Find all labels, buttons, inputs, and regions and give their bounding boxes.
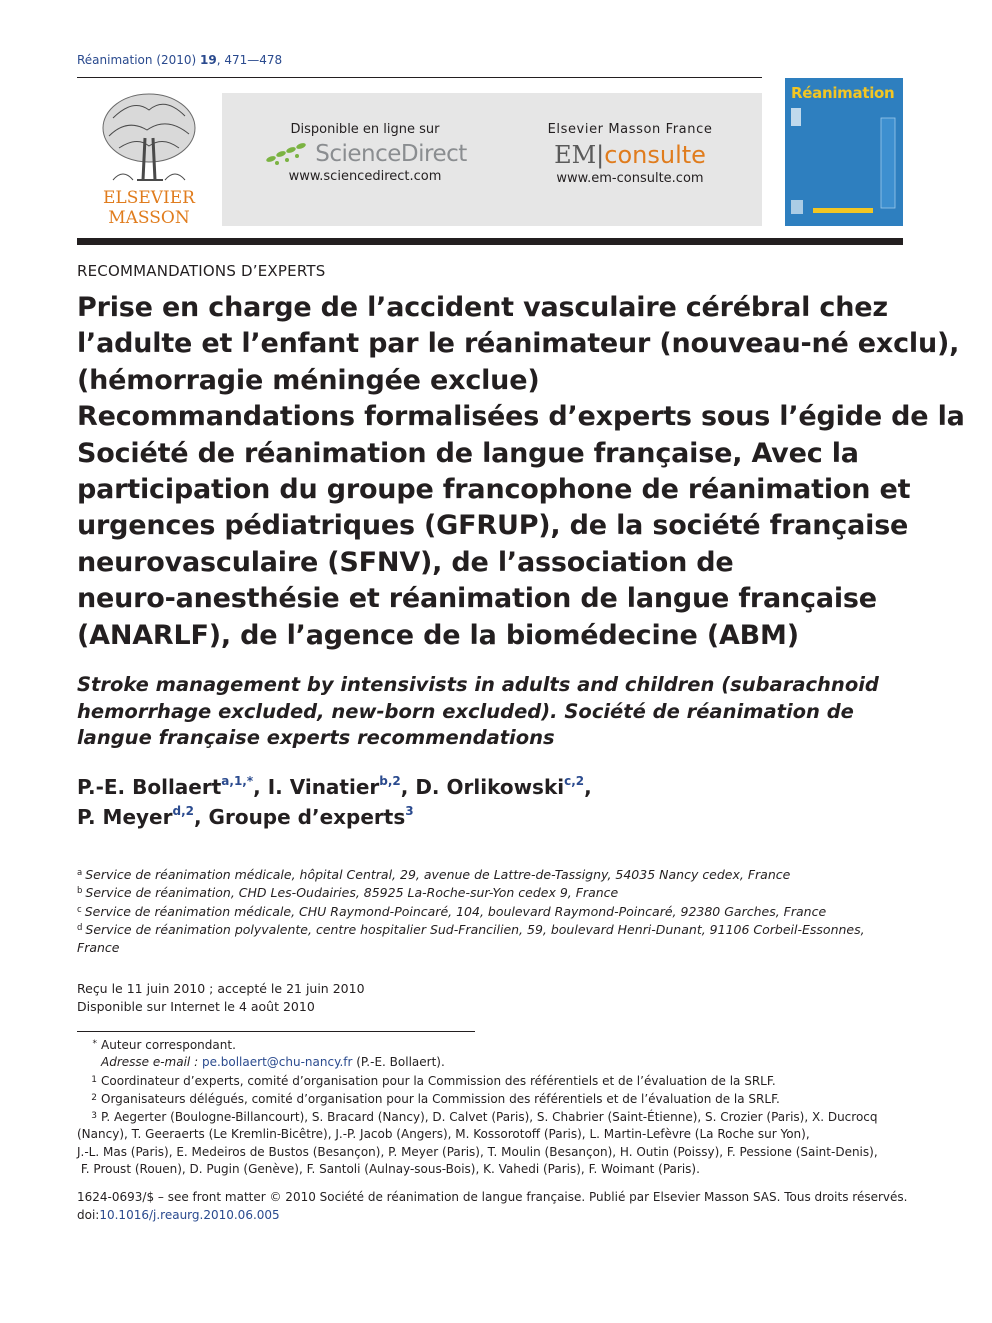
author-name: Groupe d’experts — [208, 805, 406, 829]
footnote-rule — [77, 1031, 475, 1032]
affiliation-text: Service de réanimation médicale, CHU Raymond-Poincaré, 104, boulevard Raymond-Poincaré, 92380 Garches, France — [84, 903, 827, 919]
author-name: P. Meyer — [77, 805, 173, 829]
footnote-3-continuation: J.-L. Mas (Paris), E. Medeiros de Bustos (Besançon), P. Meyer (Paris), T. Moulin (Besançon), H. Outin (Poissy), F. Pessione (Saint-Denis), — [77, 1144, 878, 1159]
affiliation-mark: c — [77, 904, 82, 915]
affiliation-item — [77, 921, 907, 939]
footnote-corresponding — [77, 1036, 907, 1054]
logo-text-elsevier: ELSEVIER — [103, 188, 195, 208]
copyright-block — [77, 1189, 907, 1224]
article-english-title — [77, 672, 907, 752]
author-name: D. Orlikowski — [415, 775, 565, 799]
footnotes — [77, 1036, 907, 1178]
affiliation-mark: d — [77, 922, 83, 933]
footnote-text: Coordinateur d’experts, comité d’organisation pour la Commission des référentiels et de l’évaluation de la SRLF. — [101, 1073, 776, 1088]
footnote-text: Auteur correspondant. — [101, 1038, 236, 1052]
english-title-line: langue française experts recommendations — [77, 726, 555, 749]
footnote-1 — [77, 1072, 907, 1090]
email-link[interactable]: pe.bollaert@chu-nancy.fr — [201, 1055, 353, 1070]
author-separator: , — [193, 805, 209, 829]
affiliation-continuation: France — [77, 940, 120, 956]
author-separator: , — [584, 775, 592, 799]
journal-reference[interactable] — [77, 53, 282, 67]
affiliation-item — [77, 866, 907, 884]
footnote-text: P. Aegerter (Boulogne-Billancourt), S. Bracard (Nancy), D. Calvet (Paris), S. Chabrier (Saint-Étienne), S. Crozier (Paris), X. Ducrocq — [101, 1110, 878, 1125]
journal-ref-pages: , 471—478 — [216, 53, 283, 67]
emconsulte-logo-separator: | — [596, 141, 605, 169]
author-line — [77, 772, 592, 802]
affiliation-list — [77, 866, 907, 957]
footnote-text: Organisateurs délégués, comité d’organisation pour la Commission des référentiels et de l’évaluation de la SRLF. — [101, 1091, 780, 1106]
author-name: I. Vinatier — [267, 775, 380, 799]
cover-artwork-icon — [785, 78, 903, 226]
journal-cover-thumbnail[interactable] — [785, 78, 903, 226]
header-rule — [77, 77, 762, 78]
author-separator: , — [400, 775, 416, 799]
copyright-line: 1624-0693/$ – see front matter © 2010 Société de réanimation de langue française. Publié par Elsevier Masson SAS. Tous droits réservés. — [77, 1190, 908, 1204]
title-line: (hémorragie méningée exclue) — [77, 364, 540, 396]
english-title-line: hemorrhage excluded, new-born excluded). Société de réanimation de — [77, 699, 854, 723]
footnote-mark: * — [92, 1039, 97, 1049]
title-line: Prise en charge de l’accident vasculaire cérébral chez — [77, 292, 888, 323]
author-line — [77, 802, 592, 832]
footnote-3-continuation: (Nancy), T. Geeraerts (Le Kremlin-Bicêtre), J.-P. Jacob (Angers), M. Kossorotoff (Paris), L. Martin-Lefèvre (La Roche sur Yon), — [77, 1127, 810, 1142]
author-affiliation-marker[interactable]: b,2 — [379, 774, 401, 788]
title-line: (ANARLF), de l’agence de la biomédecine (ABM) — [77, 619, 799, 651]
author-affiliation-marker[interactable]: a,1,* — [221, 774, 254, 788]
footnote-mark: 1 — [91, 1074, 97, 1085]
emconsulte-caption: Elsevier Masson France — [547, 122, 713, 137]
affiliation-text: Service de réanimation polyvalente, centre hospitalier Sud-Francilien, 59, boulevard Henri-Dunant, 91106 Corbeil-Essonnes, — [85, 921, 865, 937]
elsevier-masson-logo — [93, 88, 205, 228]
online-date: Disponible sur Internet le 4 août 2010 — [77, 999, 315, 1014]
emconsulte-url[interactable]: www.em-consulte.com — [556, 171, 704, 186]
footnote-mark: 2 — [91, 1092, 97, 1103]
title-line: Recommandations formalisées d’experts sous l’égide de la — [77, 401, 965, 433]
footnote-3 — [77, 1108, 907, 1126]
email-suffix: (P.-E. Bollaert). — [352, 1055, 445, 1070]
article-history — [77, 980, 365, 1016]
cover-title: Réanimation — [791, 84, 895, 102]
elsevier-tree-icon — [93, 88, 205, 228]
affiliation-text: Service de réanimation médicale, hôpital Central, 29, avenue de Lattre-de-Tassigny, 54035 Nancy cedex, France — [85, 867, 791, 882]
footnote-email — [77, 1054, 907, 1071]
footnote-2 — [77, 1090, 907, 1108]
title-line: neuro-anesthésie et réanimation de langue française — [77, 583, 877, 615]
author-separator: , — [253, 775, 268, 799]
title-line: neurovasculaire (SFNV), de l’association de — [77, 546, 734, 578]
affiliation-mark: b — [77, 886, 83, 897]
logo-text-masson: MASSON — [108, 208, 190, 228]
emconsulte-block[interactable] — [530, 122, 730, 186]
author-name: P.-E. Bollaert — [77, 775, 222, 799]
title-line: participation du groupe francophone de réanimation et — [77, 474, 911, 506]
affiliation-mark: a — [77, 868, 83, 878]
doi-line — [77, 1207, 907, 1225]
author-affiliation-marker[interactable]: d,2 — [172, 804, 194, 818]
header-thick-rule — [77, 238, 903, 245]
emconsulte-logo[interactable] — [530, 141, 730, 169]
doi-label: doi: — [77, 1207, 100, 1222]
affiliation-item — [77, 884, 907, 902]
email-label: Adresse e-mail : — [101, 1055, 199, 1070]
affiliation-item — [77, 903, 907, 921]
footnote-3-continuation: F. Proust (Rouen), D. Pugin (Genève), F. Santoli (Aulnay-sous-Bois), K. Vahedi (Paris), F. Woimant (Paris). — [77, 1162, 700, 1177]
sciencedirect-name: ScienceDirect — [315, 141, 467, 167]
article-section-label: RECOMMANDATIONS D’EXPERTS — [77, 262, 326, 280]
sciencedirect-leaf-icon — [263, 141, 309, 167]
author-affiliation-marker[interactable]: c,2 — [564, 774, 585, 788]
title-line: urgences pédiatriques (GFRUP), de la société française — [77, 510, 909, 542]
sciencedirect-url[interactable]: www.sciencedirect.com — [288, 169, 442, 184]
doi-link[interactable]: 10.1016/j.reaurg.2010.06.005 — [99, 1207, 280, 1222]
article-title — [77, 290, 965, 654]
english-title-line: Stroke management by intensivists in adults and children (subarachnoid — [77, 673, 879, 696]
emconsulte-logo-em: EM — [554, 141, 597, 169]
sciencedirect-logo[interactable] — [260, 141, 470, 167]
title-line: l’adulte et l’enfant par le réanimateur (nouveau-né exclu), — [77, 328, 960, 360]
footnote-mark: 3 — [91, 1111, 97, 1122]
sciencedirect-caption: Disponible en ligne sur — [290, 122, 440, 137]
journal-ref-volume: 19 — [200, 53, 217, 67]
journal-ref-prefix: Réanimation (2010) — [77, 53, 201, 67]
emconsulte-logo-consulte: consulte — [604, 141, 706, 169]
author-list — [77, 772, 592, 832]
title-line: Société de réanimation de langue française, Avec la — [77, 437, 859, 469]
cover-stripe — [813, 208, 873, 213]
author-affiliation-marker[interactable]: 3 — [405, 804, 414, 818]
sciencedirect-block[interactable] — [260, 122, 470, 184]
affiliation-text: Service de réanimation, CHD Les-Oudairies, 85925 La-Roche-sur-Yon cedex 9, France — [85, 885, 619, 901]
received-accepted-dates: Reçu le 11 juin 2010 ; accepté le 21 juin 2010 — [77, 981, 365, 996]
